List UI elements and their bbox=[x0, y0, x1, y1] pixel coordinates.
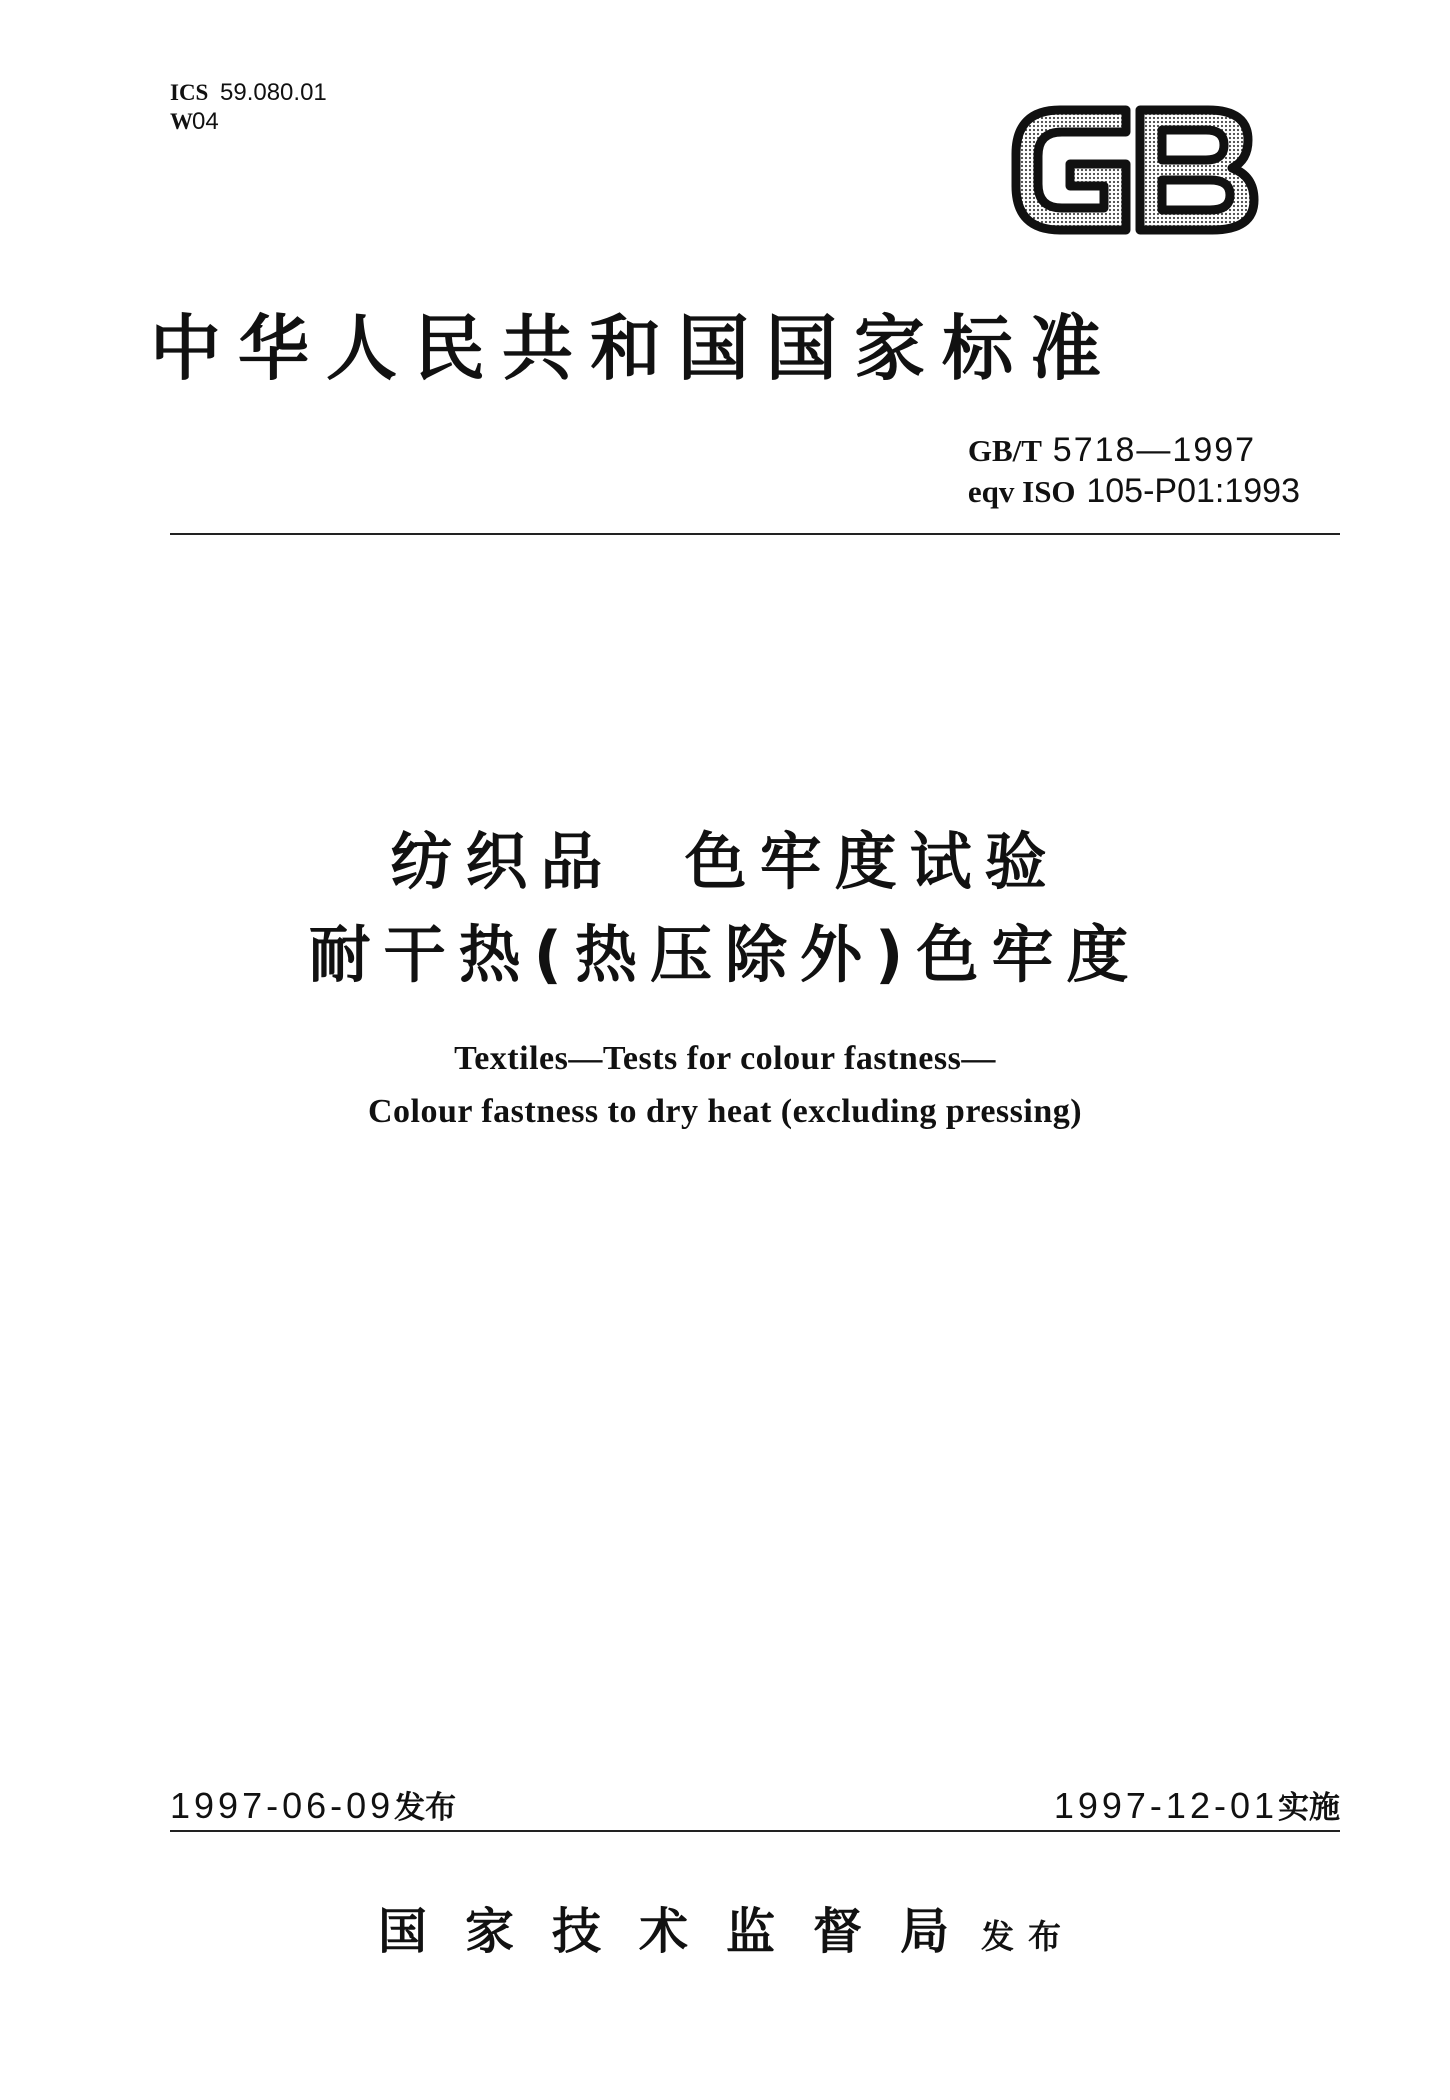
national-standard-banner: 中华人民共和国国家标准 bbox=[150, 306, 1119, 390]
w-value: 04 bbox=[192, 108, 219, 135]
effective-date-value: 1997-12-01 bbox=[1053, 1785, 1278, 1826]
classification-codes bbox=[170, 78, 327, 136]
w-code-row bbox=[170, 107, 327, 136]
equivalent-standard-number: 105-P01:1993 bbox=[1086, 472, 1300, 510]
gb-logo-graphic bbox=[1008, 100, 1263, 238]
equivalent-standard bbox=[968, 471, 1300, 512]
chinese-title-line-2: 耐干热(热压除外)色牢度 bbox=[308, 918, 1142, 991]
standard-code bbox=[968, 430, 1300, 471]
issue-date bbox=[170, 1782, 456, 1827]
ics-value: 59.080.01 bbox=[220, 79, 327, 106]
issuing-authority-action: 发布 bbox=[981, 1917, 1076, 1956]
gb-logo-icon bbox=[1008, 100, 1263, 238]
ics-code-row bbox=[170, 78, 327, 107]
english-title-line-1: Textiles—Tests for colour fastness— bbox=[454, 1040, 996, 1077]
issuing-authority-name: 国家技术监督局 bbox=[378, 1902, 988, 1960]
standard-code-number: 5718—1997 bbox=[1052, 431, 1257, 469]
issue-date-label: 发布 bbox=[394, 1790, 457, 1826]
effective-date-label: 实施 bbox=[1278, 1790, 1340, 1826]
effective-date bbox=[1054, 1782, 1340, 1827]
ics-label: ICS bbox=[170, 80, 209, 105]
chinese-title-line-1: 纺织品 色牢度试验 bbox=[390, 825, 1060, 898]
footer-divider bbox=[170, 1830, 1340, 1832]
header-divider bbox=[170, 533, 1340, 535]
w-label: W bbox=[170, 109, 193, 134]
equivalent-standard-prefix: eqv ISO bbox=[967, 474, 1076, 509]
issuing-authority bbox=[378, 1893, 1075, 1963]
issue-date-value: 1997-06-09 bbox=[170, 1785, 395, 1826]
english-title-line-2: Colour fastness to dry heat (excluding pressing) bbox=[367, 1093, 1083, 1130]
standard-numbers bbox=[968, 430, 1300, 512]
standard-code-prefix: GB/T bbox=[967, 433, 1042, 468]
